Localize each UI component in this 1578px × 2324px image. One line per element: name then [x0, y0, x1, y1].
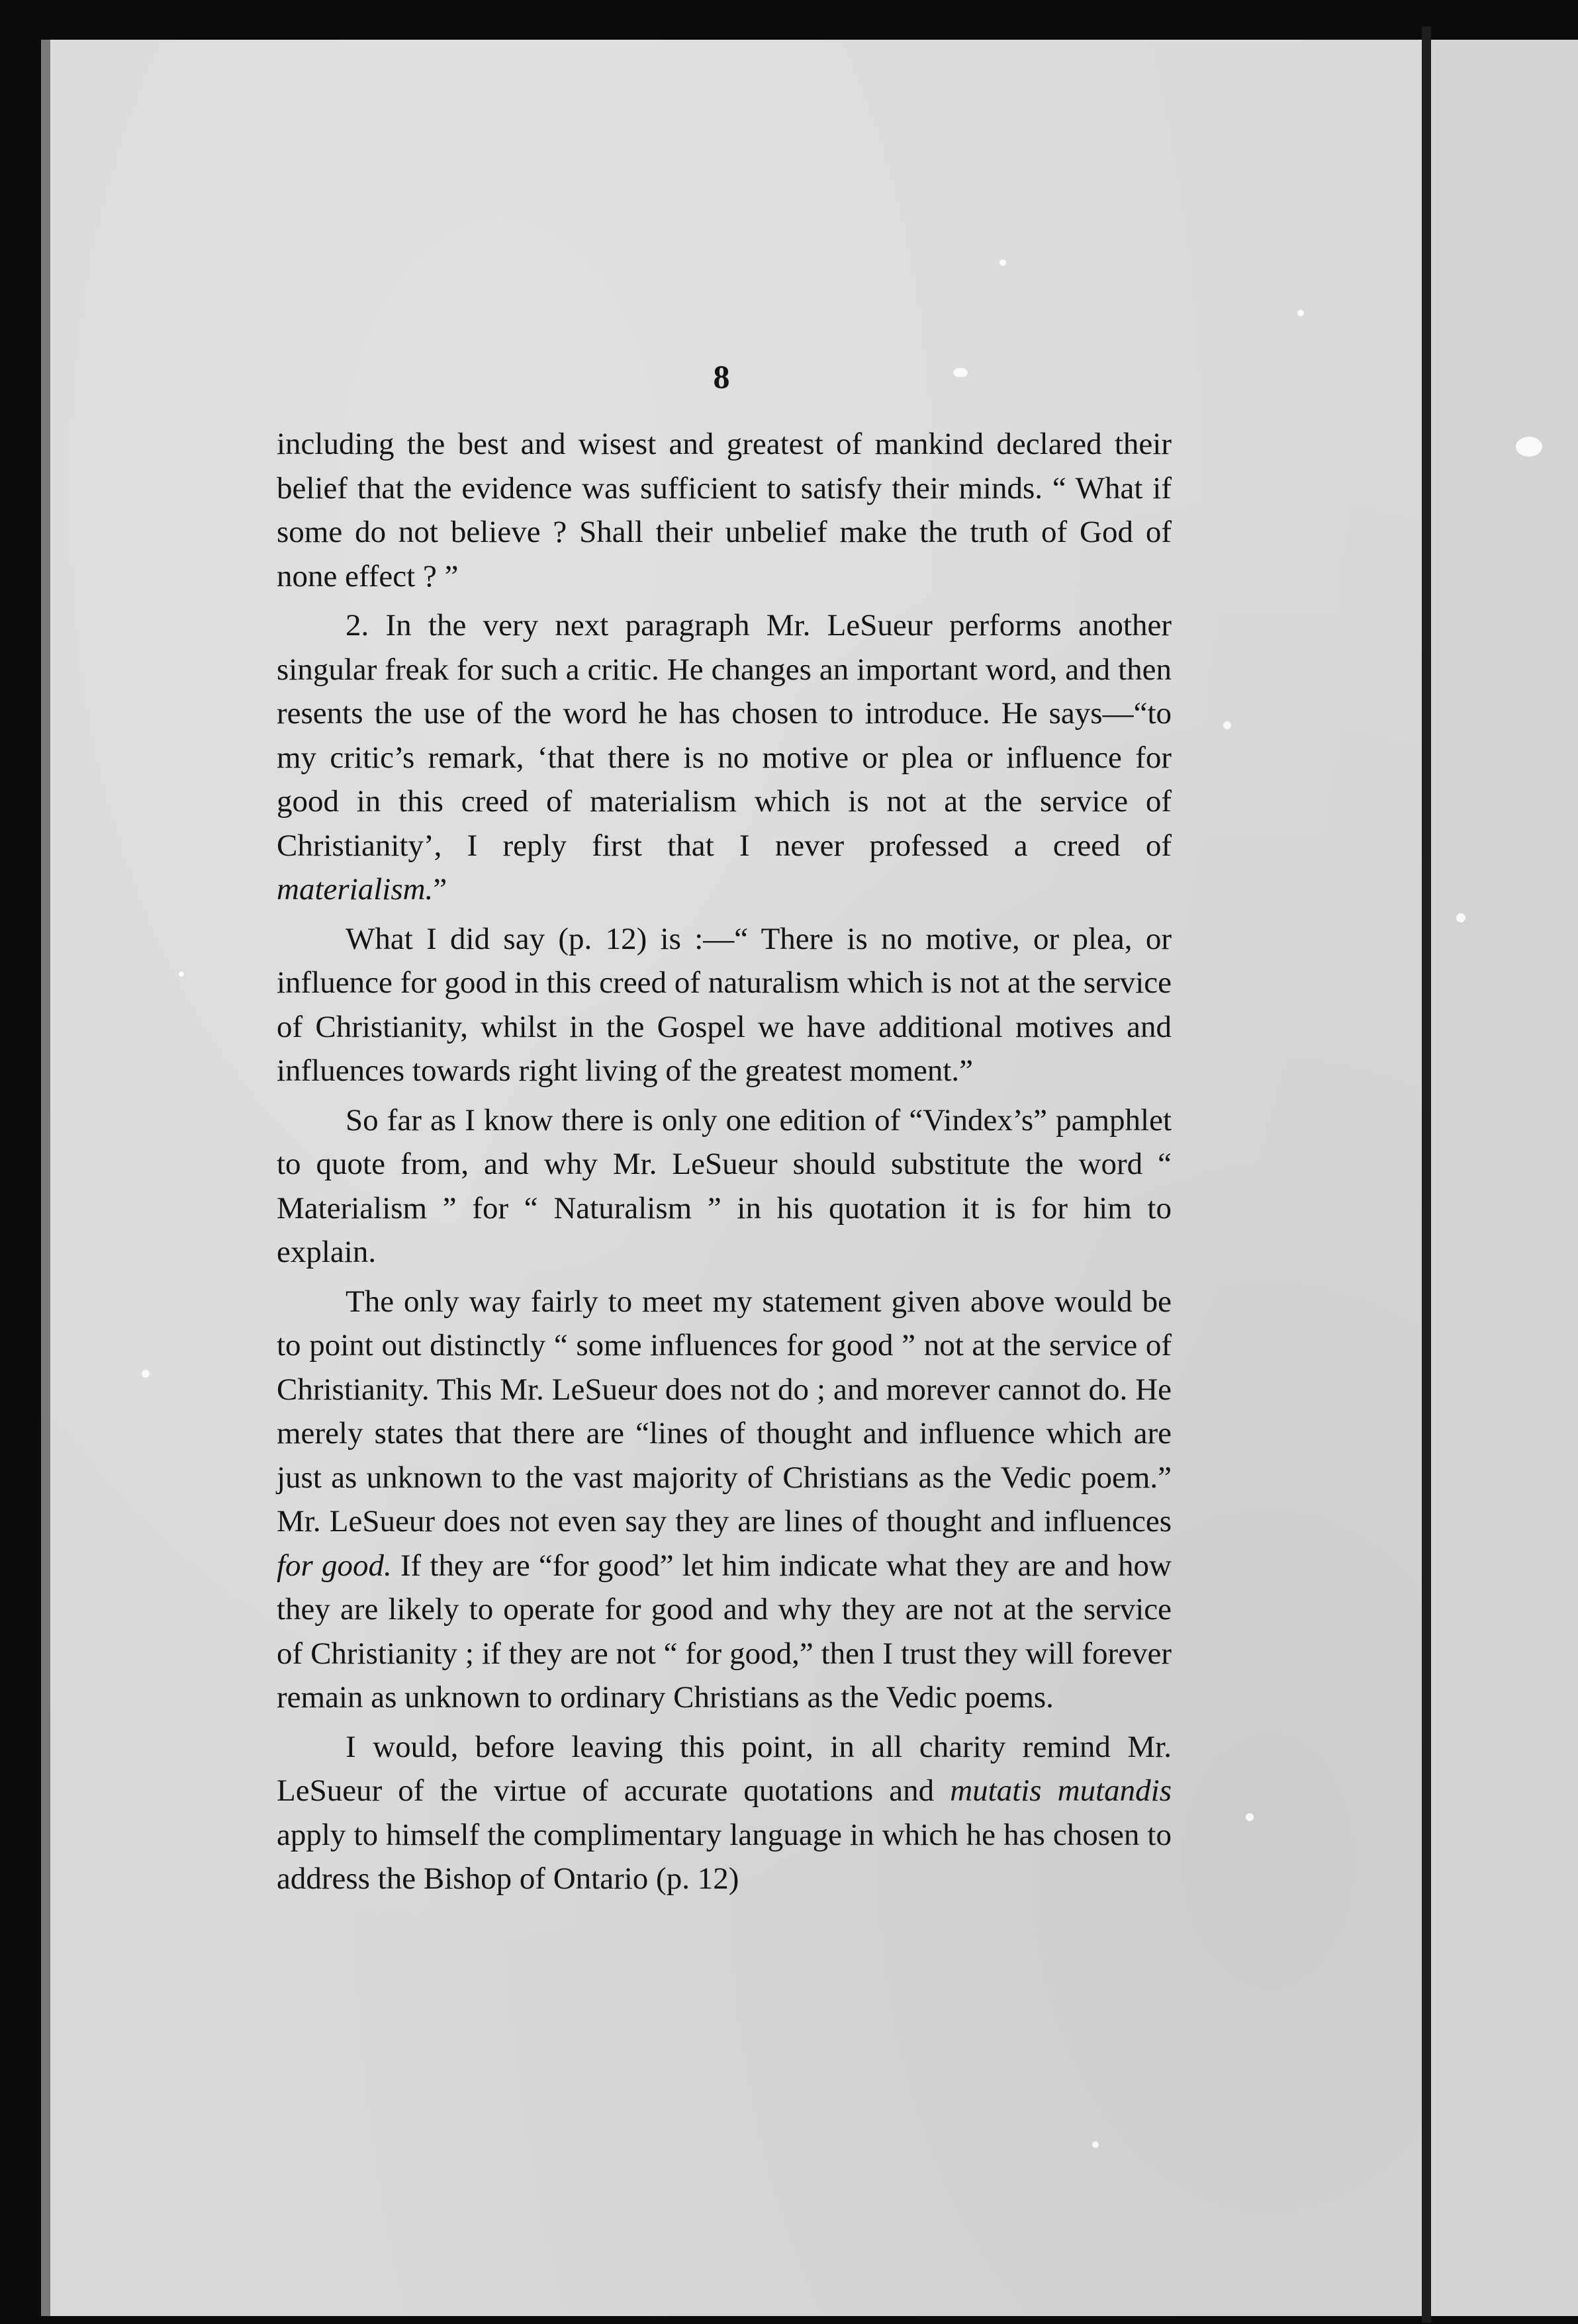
text-run: 2. In the very next paragraph Mr. LeSueur performs another singular freak for such a critic. He changes an important word, and then resents the use of the word he has chosen to introduce. He says—“to my critic’s remark, ‘that there is no motive or plea or influence for good in this creed of materialism which is not at the service of Christianity’, I reply first that I never professed a creed of [277, 608, 1172, 863]
gutter-line [1422, 26, 1431, 2323]
italic-run: materialism. [277, 872, 434, 907]
paper-speck [1516, 437, 1542, 457]
text-run: If they are “for good” let him indicate what they are and how they are likely to operate for good and why they are not at the service of Christianity ; if they are not “ for good,” then I trust they will forever remain as unknown to ordinary Christians as the Vedic poems. [277, 1548, 1172, 1715]
paragraph-3 [277, 917, 1172, 1093]
page-left-shadow [41, 40, 50, 2316]
text-run: ” [433, 872, 447, 907]
paragraph-5 [277, 1280, 1172, 1720]
paper-speck [999, 259, 1006, 266]
paper-speck [179, 971, 184, 977]
paper-speck [1297, 310, 1304, 316]
paragraph-1 [277, 422, 1172, 598]
text-run: I would, before leaving this point, in all charity remind Mr. LeSueur of the virtue of accurate quotations and [277, 1729, 1172, 1808]
italic-run: mutatis mutandis [950, 1773, 1172, 1808]
paragraph-4 [277, 1098, 1172, 1274]
text-run: What I did say (p. 12) is :—“ There is no motive, or plea, or influence for good in this creed of naturalism which is not at the service of Christianity, whilst in the Gospel we have additional motives and influences towards right living of the greatest moment.” [277, 921, 1172, 1088]
page-number: 8 [713, 358, 730, 395]
paragraph-6 [277, 1725, 1172, 1901]
paper-speck [1246, 1813, 1254, 1821]
paragraph-2 [277, 603, 1172, 912]
facing-page-strip [1431, 40, 1578, 2316]
paper-speck [1223, 721, 1231, 729]
paper-speck [1092, 2141, 1099, 2148]
paper-speck [142, 1370, 150, 1378]
paper-speck [953, 368, 968, 377]
paper-speck [1456, 913, 1465, 922]
body-text [277, 422, 1172, 1906]
text-run: So far as I know there is only one edition of “Vindex’s” pamphlet to quote from, and why Mr. LeSueur should substitute the word “ Materialism ” for “ Naturalism ” in his quotation it is for him to explain. [277, 1102, 1172, 1269]
text-run: The only way fairly to meet my statement given above would be to point out distinctly “ some influences for good ” not at the service of Christianity. This Mr. LeSueur does not do ; and morever cannot do. He merely states that there are “lines of thought and influence which are just as unknown to the vast majority of Christians as the Vedic poem.” Mr. LeSueur does not even say they are lines of thought and influences [277, 1284, 1172, 1539]
text-run: including the best and wisest and greatest of mankind declared their belief that the evidence was sufficient to satisfy their minds. “ What if some do not believe ? Shall their unbelief make the truth of God of none effect ? ” [277, 427, 1172, 594]
italic-run: for good. [277, 1548, 392, 1583]
text-run: apply to himself the complimentary language in which he has chosen to address the Bishop of Ontario (p. 12) [277, 1817, 1172, 1896]
